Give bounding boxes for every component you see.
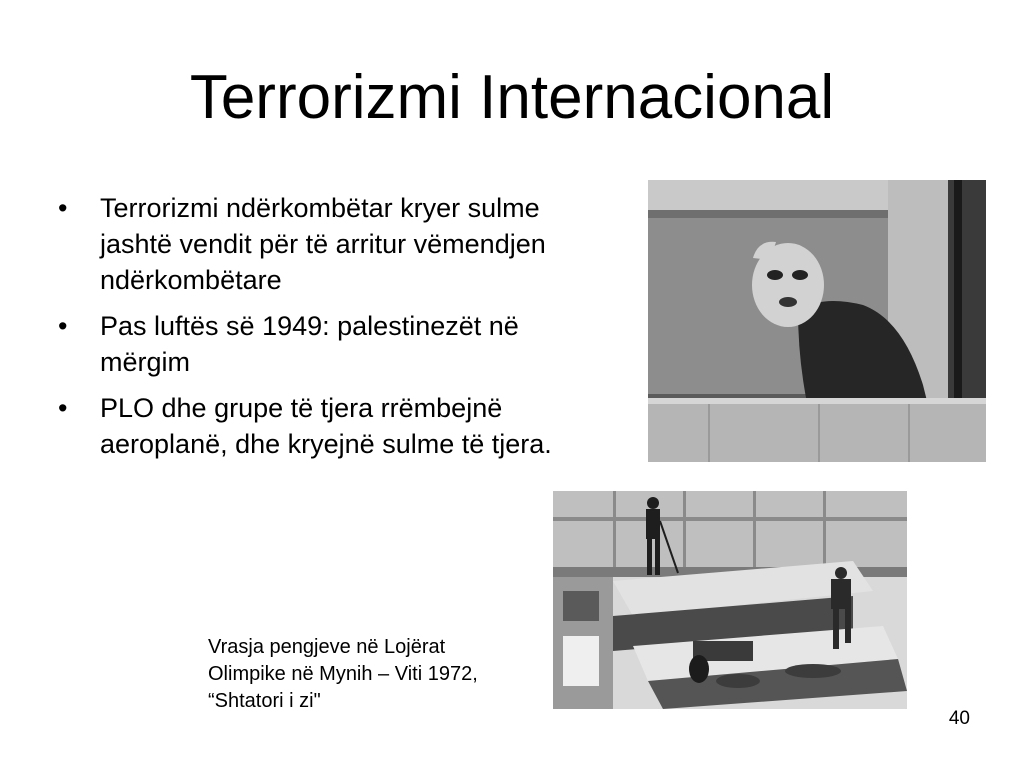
bullet-text: Terrorizmi ndërkombëtar kryer sulme jashtë vendit për të arritur vëmendjen ndërkombëtare	[100, 193, 546, 295]
slide-title: Terrorizmi Internacional	[189, 63, 835, 132]
bullet-text: Pas luftës së 1949: palestinezët në mërgim	[100, 311, 519, 377]
masked-man-photo	[648, 180, 986, 462]
bullet-marker: •	[58, 311, 68, 341]
bullet-marker: •	[58, 393, 68, 423]
page-number: 40	[948, 708, 970, 729]
bullet-item	[58, 308, 558, 380]
bullet-item	[58, 190, 558, 298]
photo-caption: Vrasja pengjeve në Lojërat Olimpike në Mynih – Viti 1972, “Shtatori i zi"	[208, 636, 478, 712]
bullet-marker: •	[58, 193, 68, 223]
bullet-list	[58, 190, 558, 472]
olympic-village-photo	[553, 491, 907, 709]
bullet-item	[58, 390, 558, 462]
bullet-text: PLO dhe grupe të tjera rrëmbejnë aeroplanë, dhe kryejnë sulme të tjera.	[100, 393, 552, 459]
